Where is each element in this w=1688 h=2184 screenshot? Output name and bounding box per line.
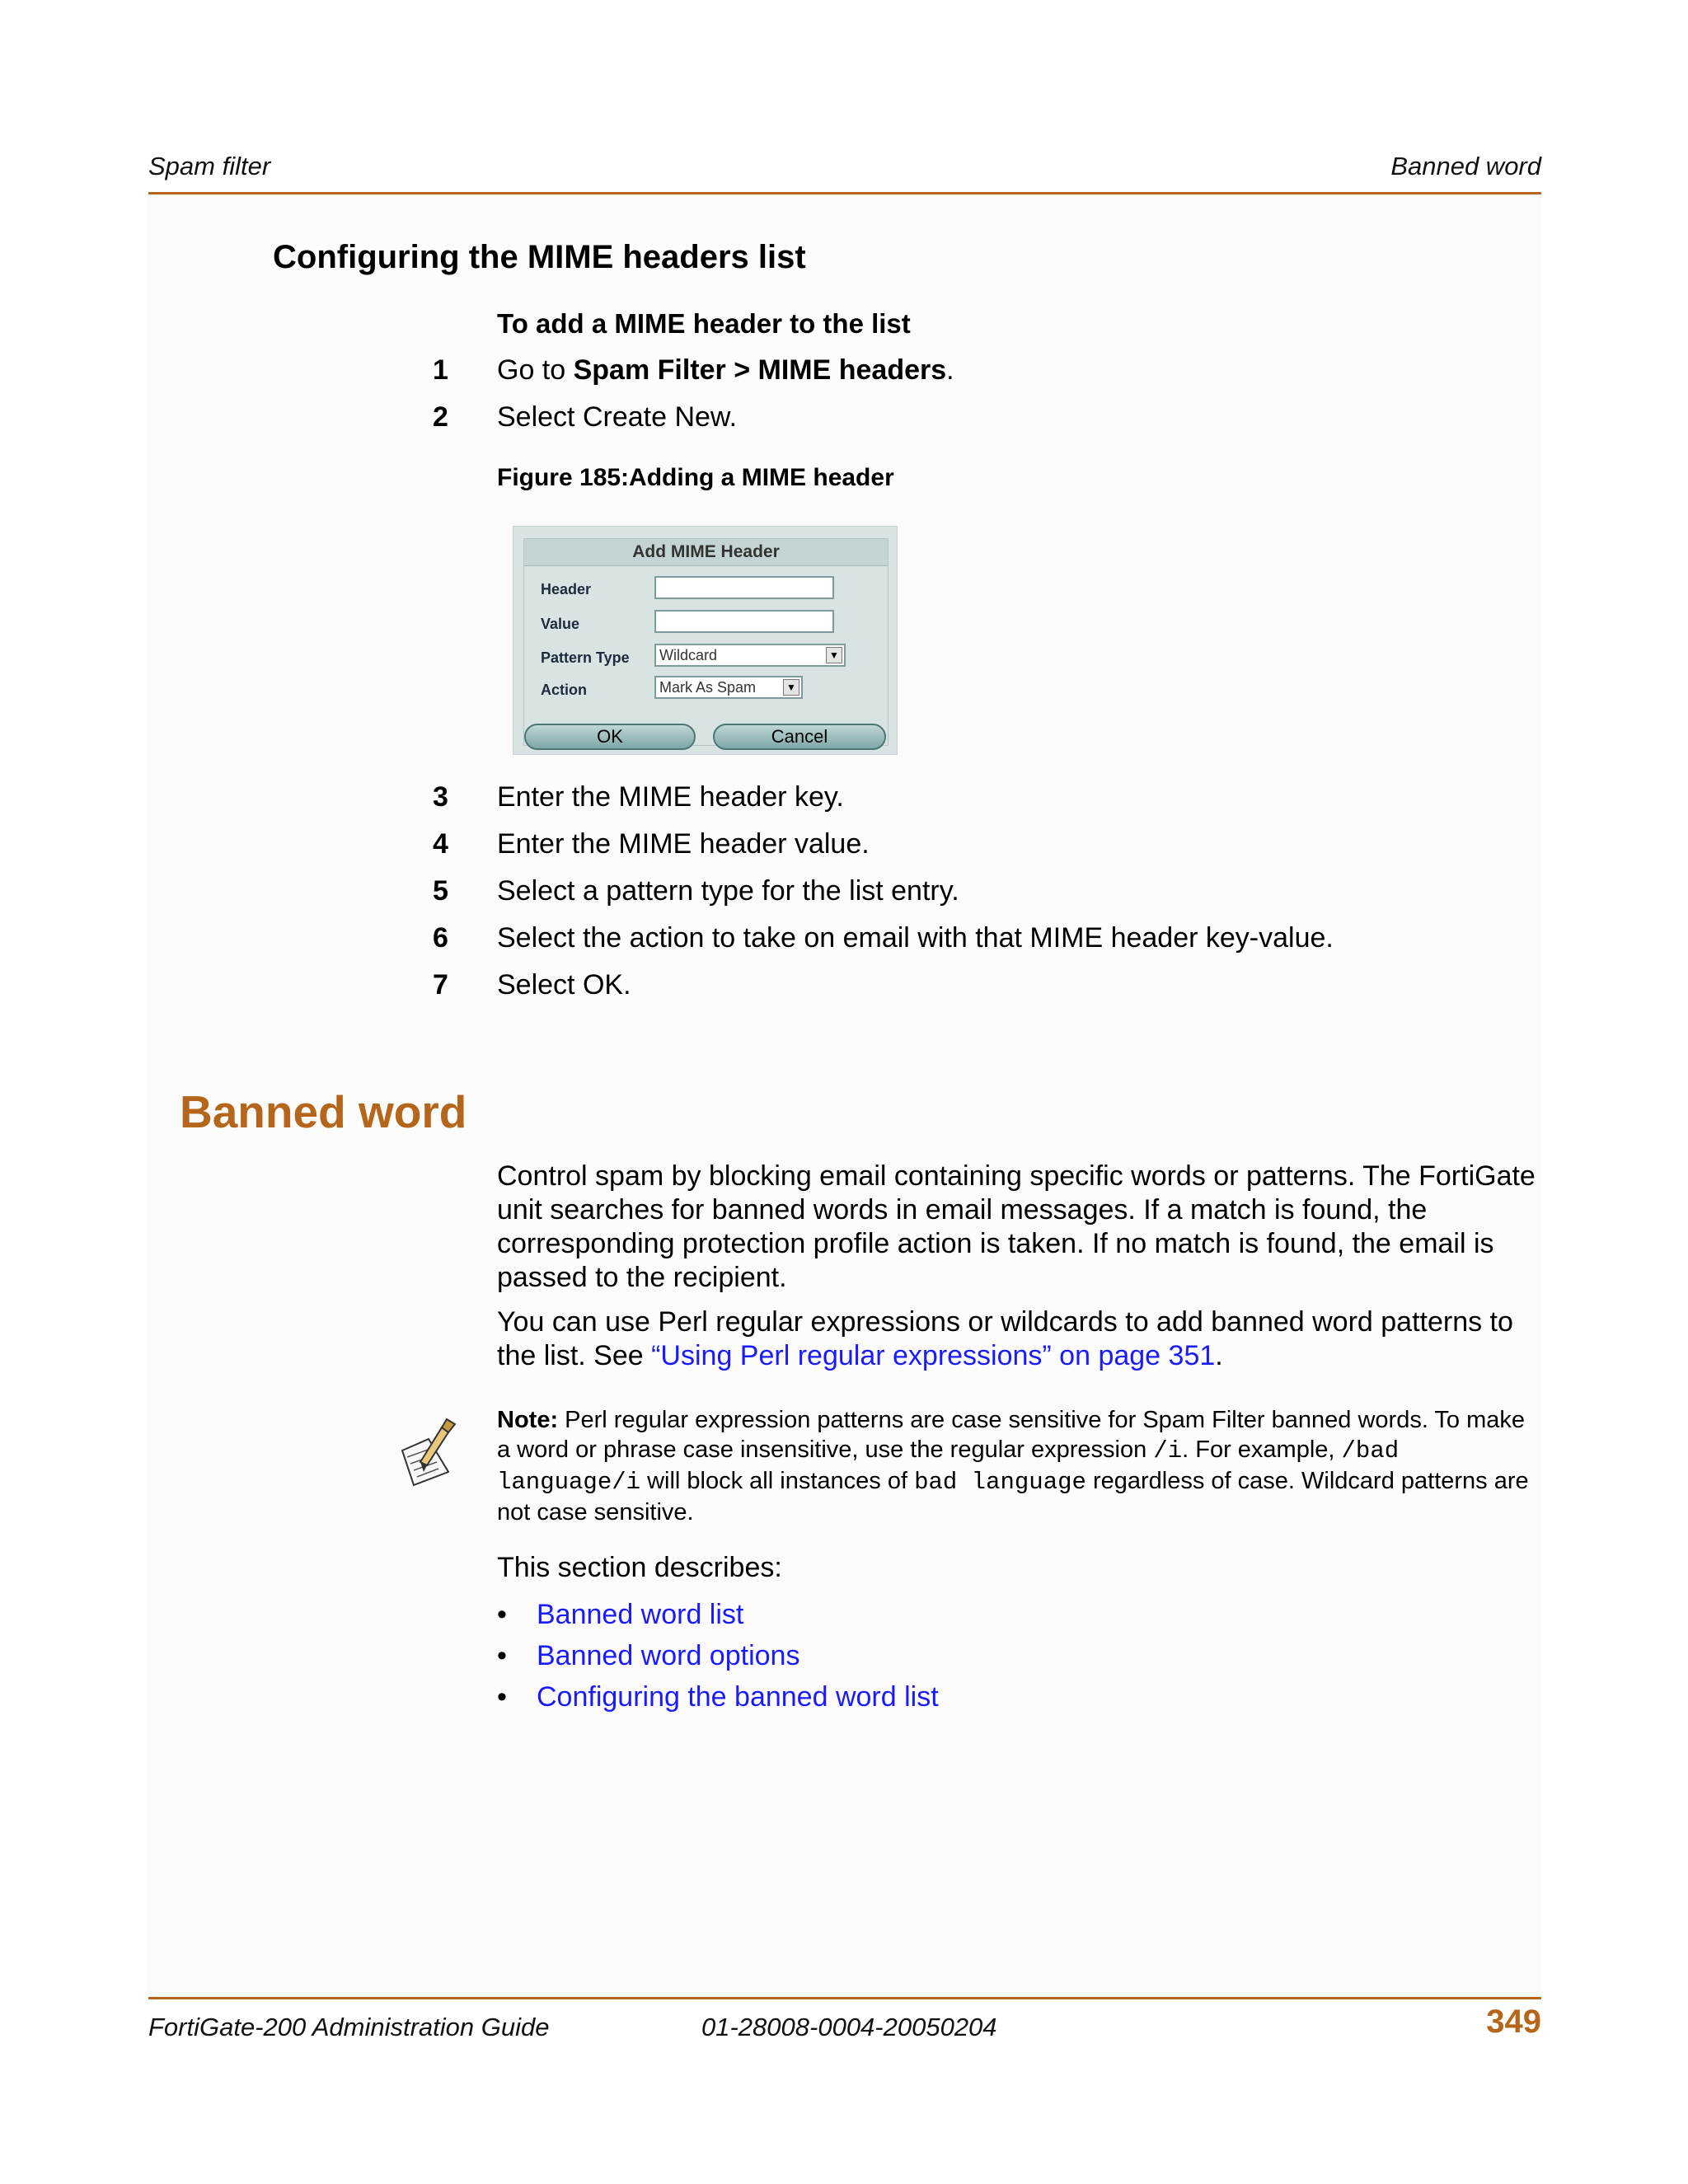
bullet-dot: • xyxy=(497,1599,507,1630)
perl-paragraph-text: You can use Perl regular expressions or wildcards to add banned word patterns to the list. See xyxy=(497,1306,1513,1371)
note-text xyxy=(497,1405,1537,1527)
step-text: Select Create New. xyxy=(497,401,738,433)
step-number: 7 xyxy=(433,969,448,1001)
figure-caption: Figure 185:Adding a MIME header xyxy=(497,464,894,491)
header-rule xyxy=(148,192,1541,194)
action-label: Action xyxy=(541,682,587,698)
procedure-title: To add a MIME header to the list xyxy=(497,308,911,339)
action-value: Mark As Spam xyxy=(659,679,757,696)
dialog-panel xyxy=(523,538,889,746)
step-text xyxy=(497,354,954,387)
intro-paragraph: Control spam by blocking email containing specific words or patterns. The FortiGate unit searches for banned words in email messages. If a match is found, the corresponding protection profile action is taken. If no match is found, the email is passed to the recipient. xyxy=(497,1160,1536,1293)
header-label: Header xyxy=(541,581,592,598)
add-mime-header-dialog xyxy=(513,526,898,755)
banned-word-heading: Banned word xyxy=(180,1086,467,1137)
banned-word-options-link[interactable]: Banned word options xyxy=(537,1640,800,1671)
step-text: Select the action to take on email with that MIME header key-value. xyxy=(497,922,1334,954)
pattern-type-value: Wildcard xyxy=(659,647,718,663)
step-number: 4 xyxy=(433,828,448,860)
pattern-type-label: Pattern Type xyxy=(541,649,630,666)
footer-doc-number: 01-28008-0004-20050204 xyxy=(701,2013,997,2041)
step-text: Select a pattern type for the list entry. xyxy=(497,875,959,907)
menu-path: Spam Filter > MIME headers xyxy=(573,354,947,386)
header-section-left: Spam filter xyxy=(148,152,271,180)
step-text-post: . xyxy=(946,354,954,386)
note-text-1: Perl regular expression patterns are case sensitive for Spam Filter banned words. To make a word or phrase case insensitive, use the regular expression xyxy=(497,1407,1526,1463)
note-label: Note: xyxy=(497,1407,559,1433)
chevron-down-icon[interactable]: ▼ xyxy=(783,679,799,696)
note-code-3: bad language xyxy=(914,1469,1086,1496)
section-describes: This section describes: xyxy=(497,1552,782,1583)
note-text-4: regardless of case. Wildcard patterns are not case sensitive. xyxy=(497,1468,1529,1526)
step-text: Select OK. xyxy=(497,969,631,1001)
note-text-3: will block all instances of xyxy=(640,1468,915,1494)
chevron-down-icon[interactable]: ▼ xyxy=(826,647,842,663)
action-select[interactable] xyxy=(654,676,803,699)
step-text: Enter the MIME header value. xyxy=(497,828,870,860)
note-code-1: /i xyxy=(1153,1437,1183,1465)
ok-button[interactable]: OK xyxy=(524,724,696,750)
perl-paragraph-end: . xyxy=(1215,1340,1223,1371)
note-text-2: . For example, xyxy=(1182,1436,1342,1463)
note-pen-icon xyxy=(396,1414,462,1488)
value-label: Value xyxy=(541,616,580,632)
step-number: 3 xyxy=(433,781,448,813)
footer-guide-title: FortiGate-200 Administration Guide xyxy=(148,2013,550,2041)
banned-word-list-link[interactable]: Banned word list xyxy=(537,1599,744,1630)
dialog-title: Add MIME Header xyxy=(524,539,888,566)
step-number: 5 xyxy=(433,875,448,907)
step-number: 2 xyxy=(433,401,448,433)
perl-regex-link[interactable]: “Using Perl regular expressions” on page 351 xyxy=(651,1340,1216,1371)
bullet-dot: • xyxy=(497,1640,507,1671)
bullet-dot: • xyxy=(497,1681,507,1713)
step-number: 1 xyxy=(433,354,448,386)
page-number: 349 xyxy=(1486,2004,1541,2040)
step-number: 6 xyxy=(433,922,448,954)
cancel-button[interactable]: Cancel xyxy=(713,724,886,750)
header-section-right: Banned word xyxy=(1390,152,1541,180)
header-input[interactable] xyxy=(654,576,834,599)
step-text-pre: Go to xyxy=(497,354,574,386)
configuring-banned-word-list-link[interactable]: Configuring the banned word list xyxy=(537,1681,939,1713)
value-input[interactable] xyxy=(654,610,834,633)
step-text: Enter the MIME header key. xyxy=(497,781,844,813)
section-heading: Configuring the MIME headers list xyxy=(273,239,806,275)
note-code-2: /bad language/i xyxy=(497,1437,1400,1496)
footer-rule xyxy=(148,1997,1541,1999)
perl-paragraph xyxy=(497,1305,1537,1373)
pattern-type-select[interactable] xyxy=(654,644,846,667)
